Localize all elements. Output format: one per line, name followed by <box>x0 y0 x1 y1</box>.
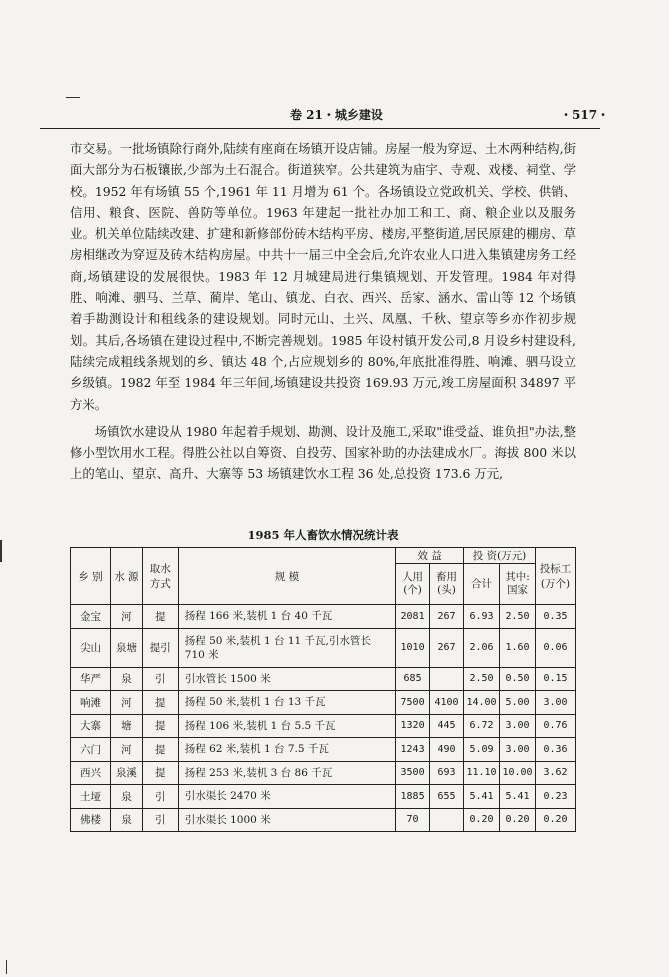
cell-labor: 0.36 <box>535 738 575 762</box>
page-number: ・517・ <box>560 108 610 122</box>
cell-people: 1885 <box>396 785 430 809</box>
cell-people: 1243 <box>396 738 430 762</box>
cell-total: 2.50 <box>464 667 500 691</box>
header-source: 水 源 <box>110 548 142 605</box>
header-rule <box>40 128 600 129</box>
cell-total: 6.72 <box>464 714 500 738</box>
cell-livestock: 4100 <box>430 691 464 715</box>
cell-livestock: 445 <box>430 714 464 738</box>
cell-labor: 0.76 <box>535 714 575 738</box>
cell-scale: 扬程 50 米,装机 1 台 13 千瓦 <box>178 691 395 715</box>
paragraph: 场镇饮水建设从 1980 年起着手规划、勘测、设计及施工,采取"谁受益、谁负担"办法,整修小型饮用水工程。得胜公社以自筹资、自投劳、国家补助的办法建成水厂。海拔 800 米以上的笔山、望京、高升、大寨等 53 场镇建饮水工程 36 处,总投资 173.6 万元, <box>70 423 576 482</box>
cell-labor: 3.62 <box>535 761 575 785</box>
header-scale: 规 模 <box>178 548 395 605</box>
cell-source: 泉 <box>110 808 142 832</box>
cell-township: 响滩 <box>71 691 111 715</box>
scan-mark <box>0 540 2 562</box>
cell-township: 佛楼 <box>71 808 111 832</box>
cell-method: 提 <box>142 605 178 629</box>
cell-livestock: 267 <box>430 605 464 629</box>
cell-people: 2081 <box>396 605 430 629</box>
header-method: 取水方式 <box>142 548 178 605</box>
cell-total: 5.41 <box>464 785 500 809</box>
cell-total: 14.00 <box>464 691 500 715</box>
cell-livestock: 490 <box>430 738 464 762</box>
table-row <box>71 761 576 785</box>
table-row <box>71 605 576 629</box>
table-row <box>71 714 576 738</box>
cell-labor: 0.35 <box>535 605 575 629</box>
cell-method: 提 <box>142 761 178 785</box>
cell-township: 尖山 <box>71 628 111 667</box>
cell-method: 提 <box>142 691 178 715</box>
cell-total: 0.20 <box>464 808 500 832</box>
cell-state: 5.00 <box>500 691 536 715</box>
cell-total: 5.09 <box>464 738 500 762</box>
cell-method: 提引 <box>142 628 178 667</box>
header-labor: 投标工(万个) <box>535 548 575 605</box>
header-people: 人用(个) <box>396 564 430 605</box>
cell-state: 3.00 <box>500 714 536 738</box>
header-total: 合计 <box>464 564 500 605</box>
cell-township: 金宝 <box>71 605 111 629</box>
cell-people: 685 <box>396 667 430 691</box>
cell-labor: 3.00 <box>535 691 575 715</box>
cell-source: 河 <box>110 605 142 629</box>
cell-labor: 0.23 <box>535 785 575 809</box>
table-row <box>71 628 576 667</box>
cell-labor: 0.20 <box>535 808 575 832</box>
cell-livestock <box>430 667 464 691</box>
cell-total: 2.06 <box>464 628 500 667</box>
header-benefit: 效 益 <box>396 548 464 564</box>
cell-labor: 0.15 <box>535 667 575 691</box>
table-row <box>71 808 576 832</box>
cell-people: 1010 <box>396 628 430 667</box>
cell-state: 3.00 <box>500 738 536 762</box>
cell-state: 2.50 <box>500 605 536 629</box>
header-investment: 投 资(万元) <box>464 548 536 564</box>
header-livestock: 畜用(头) <box>430 564 464 605</box>
header-state: 其中:国家 <box>500 564 536 605</box>
scan-mark <box>6 960 7 974</box>
cell-total: 6.93 <box>464 605 500 629</box>
scan-mark <box>66 97 80 98</box>
cell-livestock: 693 <box>430 761 464 785</box>
cell-state: 0.20 <box>500 808 536 832</box>
cell-scale: 引水管长 1500 米 <box>178 667 395 691</box>
cell-state: 1.60 <box>500 628 536 667</box>
cell-township: 华严 <box>71 667 111 691</box>
cell-method: 提 <box>142 714 178 738</box>
cell-method: 引 <box>142 667 178 691</box>
cell-livestock: 267 <box>430 628 464 667</box>
statistics-table <box>70 547 576 832</box>
cell-source: 泉 <box>110 667 142 691</box>
cell-total: 11.10 <box>464 761 500 785</box>
table-row <box>71 785 576 809</box>
cell-people: 1320 <box>396 714 430 738</box>
cell-people: 70 <box>396 808 430 832</box>
cell-scale: 扬程 50 米,装机 1 台 11 千瓦,引水管长 710 米 <box>178 628 395 667</box>
cell-scale: 引水渠长 1000 米 <box>178 808 395 832</box>
cell-livestock <box>430 808 464 832</box>
cell-people: 7500 <box>396 691 430 715</box>
cell-source: 泉 <box>110 785 142 809</box>
paragraph: 市交易。一批场镇除行商外,陆续有座商在场镇开设店铺。房屋一般为穿逗、土木两种结构,街面大部分为石板镶嵌,少部为土石混合。街道狭窄。公共建筑为庙宇、寺观、戏楼、祠堂、学校。1952 年有场镇 55 个,1961 年 11 月增为 61 个。各场镇设立党政机关、学校、供销、信用、粮食、医院、兽防等单位。1963 年建起一批社办加工和工、商、粮企业以及服务业。机关单位陆续改建、扩建和新修部份砖木结构平房、楼房,平整街道,居民原建的棚房、草房相继改为穿逗及砖木结构房屋。中共十一届三中全会后,允许农业人口进入集镇建房务工经商,场镇建设的发展很快。1983 年 12 月城建局进行集镇规划、开发管理。1984 年对得胜、响滩、驷马、兰草、蔺岸、笔山、镇龙、白衣、西兴、岳家、涵水、雷山等 12 个场镇着手勘测设计和租线条的建设规划。同时元山、土兴、凤凰、千秋、望京等乡亦作初步规划。其后,各场镇在建设过程中,不断完善规划。1985 年设村镇开发公司,8 月设乡村建设科,陆续完成粗线条规划的乡、镇达 48 个,占应规划乡的 80%,年底批准得胜、响滩、驷马设立乡级镇。1982 年至 1984 年三年间,场镇建设共投资 169.93 万元,竣工房屋面积 34897 平方米。 <box>70 141 576 412</box>
cell-township: 大寨 <box>71 714 111 738</box>
cell-township: 六门 <box>71 738 111 762</box>
cell-state: 0.50 <box>500 667 536 691</box>
cell-method: 引 <box>142 808 178 832</box>
header-township: 乡 别 <box>71 548 111 605</box>
cell-source: 塘 <box>110 714 142 738</box>
cell-livestock: 655 <box>430 785 464 809</box>
table-row <box>71 738 576 762</box>
cell-source: 河 <box>110 691 142 715</box>
cell-township: 土垭 <box>71 785 111 809</box>
cell-people: 3500 <box>396 761 430 785</box>
table-title: 1985 年人畜饮水情况统计表 <box>247 528 399 542</box>
cell-method: 提 <box>142 738 178 762</box>
cell-scale: 扬程 106 米,装机 1 台 5.5 千瓦 <box>178 714 395 738</box>
chapter-title: 卷 21・城乡建设 <box>290 108 383 122</box>
cell-scale: 扬程 62 米,装机 1 台 7.5 千瓦 <box>178 738 395 762</box>
cell-scale: 扬程 253 米,装机 3 台 86 千瓦 <box>178 761 395 785</box>
body-text <box>70 138 576 485</box>
cell-source: 泉塘 <box>110 628 142 667</box>
table-row <box>71 691 576 715</box>
cell-state: 5.41 <box>500 785 536 809</box>
cell-township: 西兴 <box>71 761 111 785</box>
cell-labor: 0.06 <box>535 628 575 667</box>
table-row <box>71 667 576 691</box>
cell-source: 河 <box>110 738 142 762</box>
cell-scale: 引水渠长 2470 米 <box>178 785 395 809</box>
cell-source: 泉溪 <box>110 761 142 785</box>
cell-scale: 扬程 166 米,装机 1 台 40 千瓦 <box>178 605 395 629</box>
cell-state: 10.00 <box>500 761 536 785</box>
cell-method: 引 <box>142 785 178 809</box>
